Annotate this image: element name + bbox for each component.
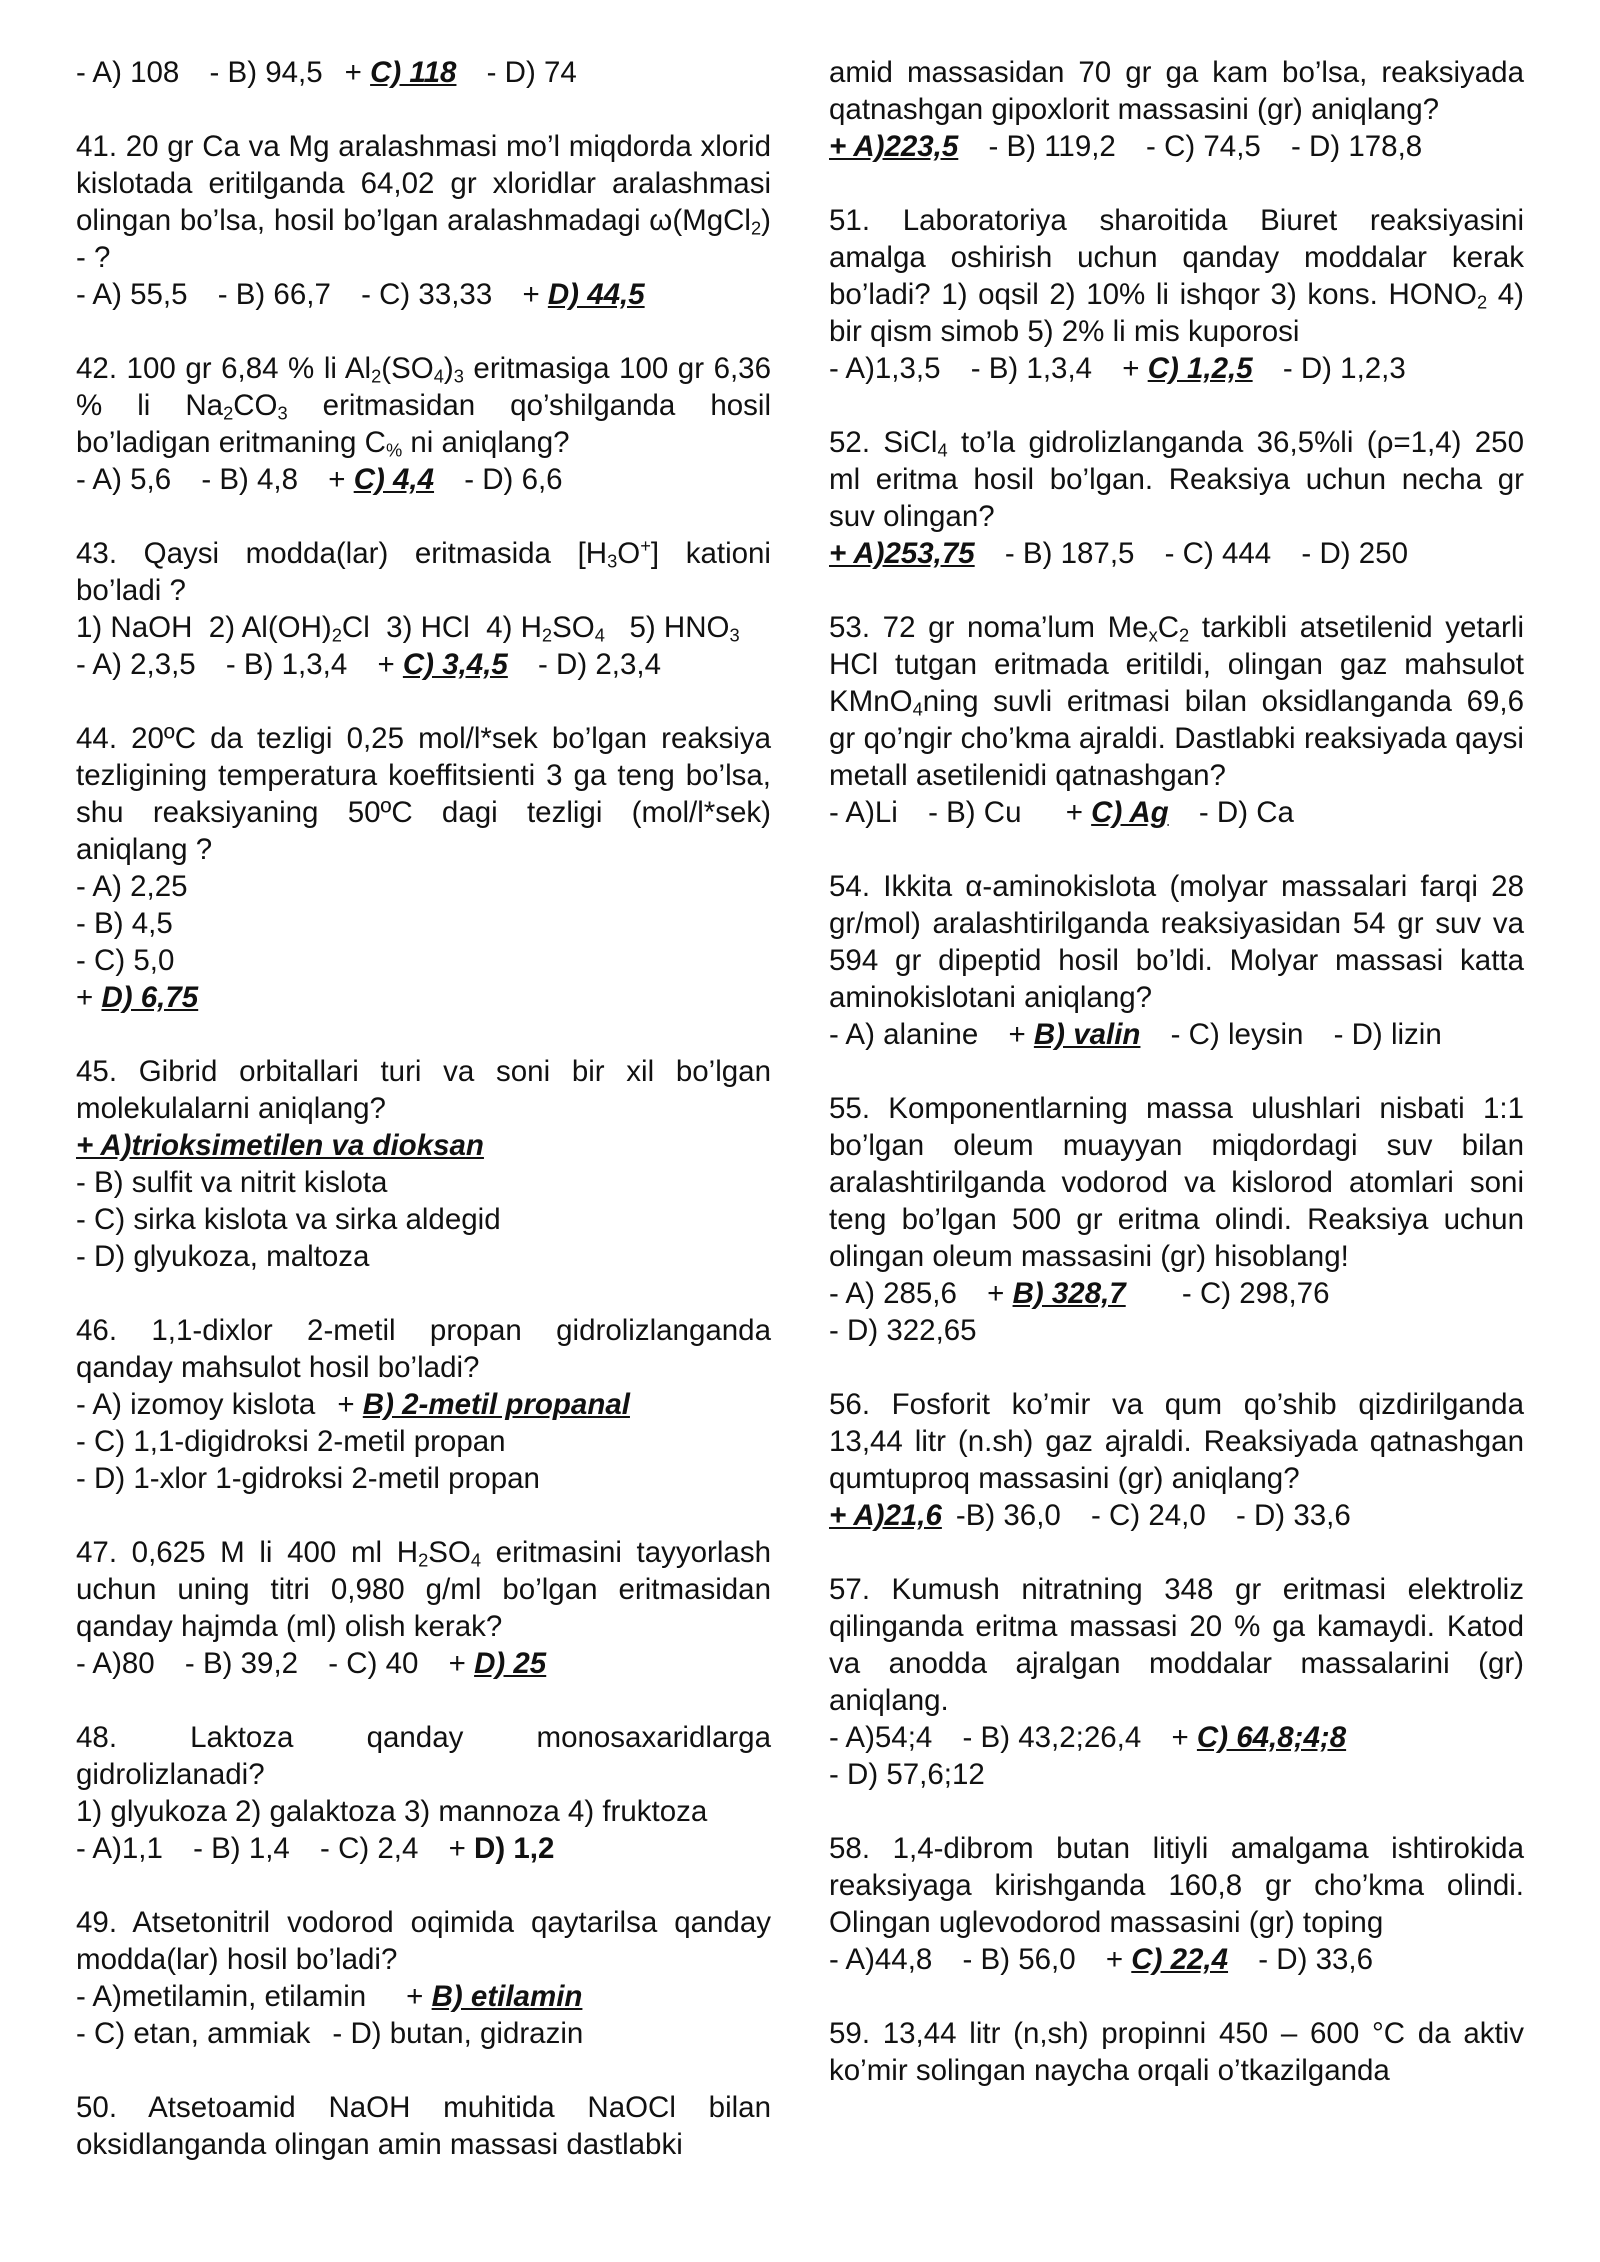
option-b: - B) sulfit va nitrit kislota xyxy=(76,1166,388,1199)
answer-options: - A)1,3,5 - B) 1,3,4 + C) 1,2,5 - D) 1,2,3 xyxy=(829,352,1406,385)
option-c: - C) 74,5 xyxy=(1146,130,1261,163)
option-b-correct: B) 2-metil propanal xyxy=(362,1388,630,1421)
answer-options xyxy=(829,1497,1524,1534)
option-a: - A) 5,6 xyxy=(76,463,172,496)
option-d: - D) 33,6 xyxy=(1258,1943,1374,1976)
option-a: - A)54;4 xyxy=(829,1721,933,1754)
option-d: - D) 2,3,4 xyxy=(538,648,661,681)
question-text: 59. 13,44 litr (n,sh) propinni 450 – 600 °C da aktiv ko’mir solingan naycha orqali o’tkazilganda xyxy=(829,2017,1524,2087)
option-d: - D) 33,6 xyxy=(1235,1499,1351,1532)
option-c: - C) sirka kislota va sirka aldegid xyxy=(76,1203,501,1236)
question-56 xyxy=(829,1386,1524,1534)
question-text: 41. 20 gr Ca va Mg aralashmasi mo’l miqdorda xlorid kislotada eritilganda 64,02 gr xloridlar aralashmasi olingan bo’lsa, hosil bo’lgan aralashmadagi ω(MgCl$_2$) - ? xyxy=(76,130,771,274)
question-41 xyxy=(76,128,771,313)
option-b: - B) 94,5 xyxy=(209,56,323,89)
question-text: amid massasidan 70 gr ga kam bo’lsa, reaksiyada qatnashgan gipoxlorit massasini (gr) aniqlang? xyxy=(829,56,1524,126)
option-b: - B) Cu xyxy=(928,796,1022,829)
answer-options xyxy=(829,128,1524,165)
question-text: 58. 1,4-dibrom butan litiyli amalgama ishtirokida reaksiyaga kirishganda 160,8 gr cho’kma olindi. Olingan uglevodorod massasini (gr) toping xyxy=(829,1832,1524,1939)
substance-list: 1) NaOH 2) $Al(OH)_2Cl$ 3) HCl 4) $H_2SO_4$ 5) $HNO_3$ xyxy=(76,611,740,646)
answer-options: - A) 55,5 - B) 66,7 - C) 33,33 + D) 44,5 xyxy=(76,278,645,311)
option-d: - D) glyukoza, maltoza xyxy=(76,1240,370,1273)
option-d: - D) 322,65 xyxy=(829,1314,977,1347)
option-d: - D) 178,8 xyxy=(1291,130,1423,163)
option-d: - D) butan, gidrazin xyxy=(332,2017,584,2050)
question-47 xyxy=(76,1534,771,1682)
option-c-correct: C) 64,8;4;8 xyxy=(1196,1721,1347,1754)
question-text: 46. 1,1-dixlor 2-metil propan gidrolizlanganda qanday mahsulot hosil bo’ladi? xyxy=(76,1314,771,1384)
question-text: 55. Komponentlarning massa ulushlari nisbati 1:1 bo’lgan oleum muayyan miqdordagi suv bilan aralashtirilganda vodorod va kislorod atomlari soni teng bo’lgan 500 gr eritma olindi. Reaksiya uchun olingan oleum massasini (gr) hisoblang! xyxy=(829,1092,1524,1273)
answer-row-ab: - A) izomoy kislota + B) 2-metil propanal xyxy=(76,1388,630,1421)
option-a: - A)44,8 xyxy=(829,1943,933,1976)
answer-options: - A) 5,6 - B) 4,8 + C) 4,4 - D) 6,6 xyxy=(76,463,563,496)
option-a: - A) 285,6 xyxy=(829,1277,957,1310)
question-text: 43. Qaysi modda(lar) eritmasida $[H_3O^+]$ kationi bo’ladi ? xyxy=(76,535,771,607)
option-b: - B) 39,2 xyxy=(184,1647,299,1680)
option-a-correct: + A)21,6 xyxy=(829,1499,942,1532)
option-d: - D) 6,6 xyxy=(464,463,563,496)
option-b-correct: B) valin xyxy=(1033,1018,1141,1051)
option-d: - D) 74 xyxy=(486,56,577,89)
question-48 xyxy=(76,1719,771,1867)
question-51 xyxy=(829,202,1524,387)
option-c: - C) 24,0 xyxy=(1091,1499,1206,1532)
option-a: - A) alanine xyxy=(829,1018,979,1051)
answer-options: - A)54;4 - B) 43,2;26,4 + C) 64,8;4;8 xyxy=(829,1721,1347,1754)
option-d-correct: D) 6,75 xyxy=(101,981,199,1014)
question-43 xyxy=(76,535,771,683)
question-text: 45. Gibrid orbitallari turi va soni bir xil bo’lgan molekulalarni aniqlang? xyxy=(76,1055,771,1125)
option-c: - C) 5,0 xyxy=(76,944,175,977)
option-c-correct: C) 118 xyxy=(370,56,457,89)
option-d: - D) lizin xyxy=(1333,1018,1442,1051)
option-d: - D) 1-xlor 1-gidroksi 2-metil propan xyxy=(76,1462,540,1495)
question-text: 52. SiCl$_4$ to’la gidrolizlanganda 36,5%li (ρ=1,4) 250 ml eritma hosil bo’lgan. Reaksiya uchun necha gr suv olingan? xyxy=(829,426,1524,533)
option-b: - B) 4,8 xyxy=(201,463,299,496)
question-50-continued xyxy=(829,54,1524,165)
option-c-correct: C) 4,4 xyxy=(353,463,435,496)
question-text: 47. 0,625 M li 400 ml $H_2SO_4$ eritmasini tayyorlash uchun uning titri 0,980 g/ml bo’lgan eritmasidan qanday hajmda (ml) olish kerak? xyxy=(76,1536,772,1643)
answer-options: - A)80 - B) 39,2 - C) 40 + D) 25 xyxy=(76,1647,547,1680)
answer-row-cd xyxy=(76,2015,771,2052)
option-b-correct: B) 328,7 xyxy=(1012,1277,1126,1310)
option-a: - A) 55,5 xyxy=(76,278,188,311)
option-a: - A)Li xyxy=(829,796,898,829)
option-a: - A) 108 xyxy=(76,56,180,89)
option-c-correct: C) 22,4 xyxy=(1131,1943,1229,1976)
option-b: -B) 36,0 xyxy=(955,1499,1061,1532)
correct-marker: + xyxy=(344,56,371,89)
option-c: - C) 444 xyxy=(1164,537,1272,570)
question-55 xyxy=(829,1090,1524,1349)
question-59 xyxy=(829,2015,1524,2089)
option-c: - C) 40 xyxy=(328,1647,419,1680)
question-text: 42. 100 gr 6,84 % li $Al_2(SO_4)_3$ eritmasiga 100 gr 6,36 % li $Na_2CO_3$ eritmasidan qo’shilganda hosil bo’ladigan eritmaning $C_{\%}$ ni aniqlang? xyxy=(76,352,771,461)
left-column xyxy=(76,54,771,2224)
option-a: - A)1,1 xyxy=(76,1832,163,1865)
answer-options: - A)44,8 - B) 56,0 + C) 22,4 - D) 33,6 xyxy=(829,1943,1374,1976)
answer-options: - A)Li - B) Cu + C) Ag - D) Ca xyxy=(829,796,1294,829)
option-c: - C) 1,1-digidroksi 2-metil propan xyxy=(76,1425,506,1458)
question-text: 51. Laboratoriya sharoitida Biuret reaksiyasini amalga oshirish uchun qanday moddalar kerak bo’ladi? 1) oqsil 2) 10% li ishqor 3) kons. $HONO_2$ 4) bir qism simob 5) 2% li mis kuporosi xyxy=(829,204,1524,348)
question-44 xyxy=(76,720,771,1016)
option-d-correct: D) 44,5 xyxy=(547,278,645,311)
question-text: 49. Atsetonitril vodorod oqimida qaytarilsa qanday modda(lar) hosil bo’ladi? xyxy=(76,1906,771,1976)
question-54 xyxy=(829,868,1524,1053)
option-c: - C) 298,76 xyxy=(1181,1277,1330,1310)
option-a: - A) 2,25 xyxy=(76,870,188,903)
question-text: 44. 20ºC da tezligi 0,25 mol/l*sek bo’lgan reaksiya tezligining temperatura koeffitsienti 3 ga teng bo’lsa, shu reaksiyaning 50ºC dagi tezligi (mol/l*sek) aniqlang ? xyxy=(76,722,771,866)
exam-page xyxy=(76,54,1524,2224)
option-a-correct: + A)trioksimetilen va dioksan xyxy=(76,1129,484,1162)
question-text: 48. Laktoza qanday monosaxaridlarga gidrolizlanadi? xyxy=(76,1721,771,1791)
option-b-correct: B) etilamin xyxy=(431,1980,583,2013)
option-a-correct: + A)253,75 xyxy=(829,537,975,570)
question-58 xyxy=(829,1830,1524,1978)
right-column xyxy=(829,54,1524,2224)
question-40-answers xyxy=(76,54,771,91)
option-b: - B) 56,0 xyxy=(962,1943,1076,1976)
option-c-correct: C) Ag xyxy=(1091,796,1169,829)
option-c-correct: C) 1,2,5 xyxy=(1147,352,1253,385)
monosaccharide-list: 1) glyukoza 2) galaktoza 3) mannoza 4) fruktoza xyxy=(76,1795,708,1828)
option-d: - D) 1,2,3 xyxy=(1282,352,1406,385)
answer-options: - A) 2,3,5 - B) 1,3,4 + C) 3,4,5 - D) 2,3,4 xyxy=(76,648,661,681)
option-a: - A)1,3,5 xyxy=(829,352,941,385)
option-d-correct: D) 1,2 xyxy=(474,1832,555,1865)
answer-row-ab: - A)metilamin, etilamin + B) etilamin xyxy=(76,1980,583,2013)
option-c: - C) 33,33 xyxy=(361,278,493,311)
question-text: 56. Fosforit ko’mir va qum qo’shib qizdirilganda 13,44 litr (n.sh) gaz ajraldi. Reaksiyada qatnashgan qumtuproq massasini (gr) aniqlang? xyxy=(829,1388,1524,1495)
option-a: - A)80 xyxy=(76,1647,155,1680)
option-c: - C) leysin xyxy=(1170,1018,1304,1051)
option-c: - C) 2,4 xyxy=(320,1832,419,1865)
question-57 xyxy=(829,1571,1524,1793)
option-b: - B) 187,5 xyxy=(1004,537,1135,570)
option-b: - B) 43,2;26,4 xyxy=(962,1721,1142,1754)
option-d: - D) Ca xyxy=(1198,796,1294,829)
question-text: 50. Atsetoamid NaOH muhitida NaOCl bilan oksidlanganda olingan amin massasi dastlabki xyxy=(76,2091,771,2161)
question-text: 57. Kumush nitratning 348 gr eritmasi elektroliz qilinganda eritma massasi 20 % ga kamaydi. Katod va anodda ajralgan moddalar massalarini (gr) aniqlang. xyxy=(829,1573,1524,1717)
option-d-row: + D) 6,75 xyxy=(76,981,199,1014)
option-d-correct: D) 25 xyxy=(474,1647,547,1680)
option-c: - C) etan, ammiak xyxy=(76,2017,311,2050)
question-text: 54. Ikkita α-aminokislota (molyar massalari farqi 28 gr/mol) aralashtirilganda reaksiyasidan 54 gr suv va 594 gr dipeptid hosil bo’ldi. Molyar massasi katta aminokislotani aniqlang? xyxy=(829,870,1524,1014)
option-d: - D) 57,6;12 xyxy=(829,1758,985,1791)
option-b: - B) 119,2 xyxy=(988,130,1116,163)
option-b: - B) 66,7 xyxy=(217,278,331,311)
option-a: - A)metilamin, etilamin xyxy=(76,1980,367,2013)
option-b: - B) 4,5 xyxy=(76,907,173,940)
question-45 xyxy=(76,1053,771,1275)
option-b: - B) 1,3,4 xyxy=(225,648,348,681)
option-b: - B) 1,4 xyxy=(193,1832,290,1865)
question-46 xyxy=(76,1312,771,1497)
option-a: - A) 2,3,5 xyxy=(76,648,196,681)
question-text: 53. 72 gr noma’lum $Me_xC_2$ tarkibli atsetilenid yetarli HCl tutgan eritmada eritildi, olingan gaz mahsulot KMnO$_4$ning suvli eritmasi bilan oksidlanganda 69,6 gr qo’ngir cho’kma ajraldi. Dastlabki reaksiyada qaysi metall asetilenidi qatnashgan? xyxy=(829,611,1524,792)
question-52 xyxy=(829,424,1524,572)
question-42 xyxy=(76,350,771,498)
option-d: - D) 250 xyxy=(1301,537,1408,570)
question-53 xyxy=(829,609,1524,831)
option-a: - A) izomoy kislota xyxy=(76,1388,316,1421)
answer-options: - A)1,1 - B) 1,4 - C) 2,4 + D) 1,2 xyxy=(76,1832,555,1865)
answer-options xyxy=(76,54,771,91)
option-a-correct: + A)223,5 xyxy=(829,130,959,163)
question-50 xyxy=(76,2089,771,2163)
answer-options xyxy=(829,535,1524,572)
answer-options: - A) 285,6 + B) 328,7 - C) 298,76 xyxy=(829,1277,1330,1310)
question-49 xyxy=(76,1904,771,2052)
option-c-correct: C) 3,4,5 xyxy=(402,648,508,681)
option-b: - B) 1,3,4 xyxy=(970,352,1093,385)
answer-options: - A) alanine + B) valin - C) leysin - D) lizin xyxy=(829,1018,1442,1051)
